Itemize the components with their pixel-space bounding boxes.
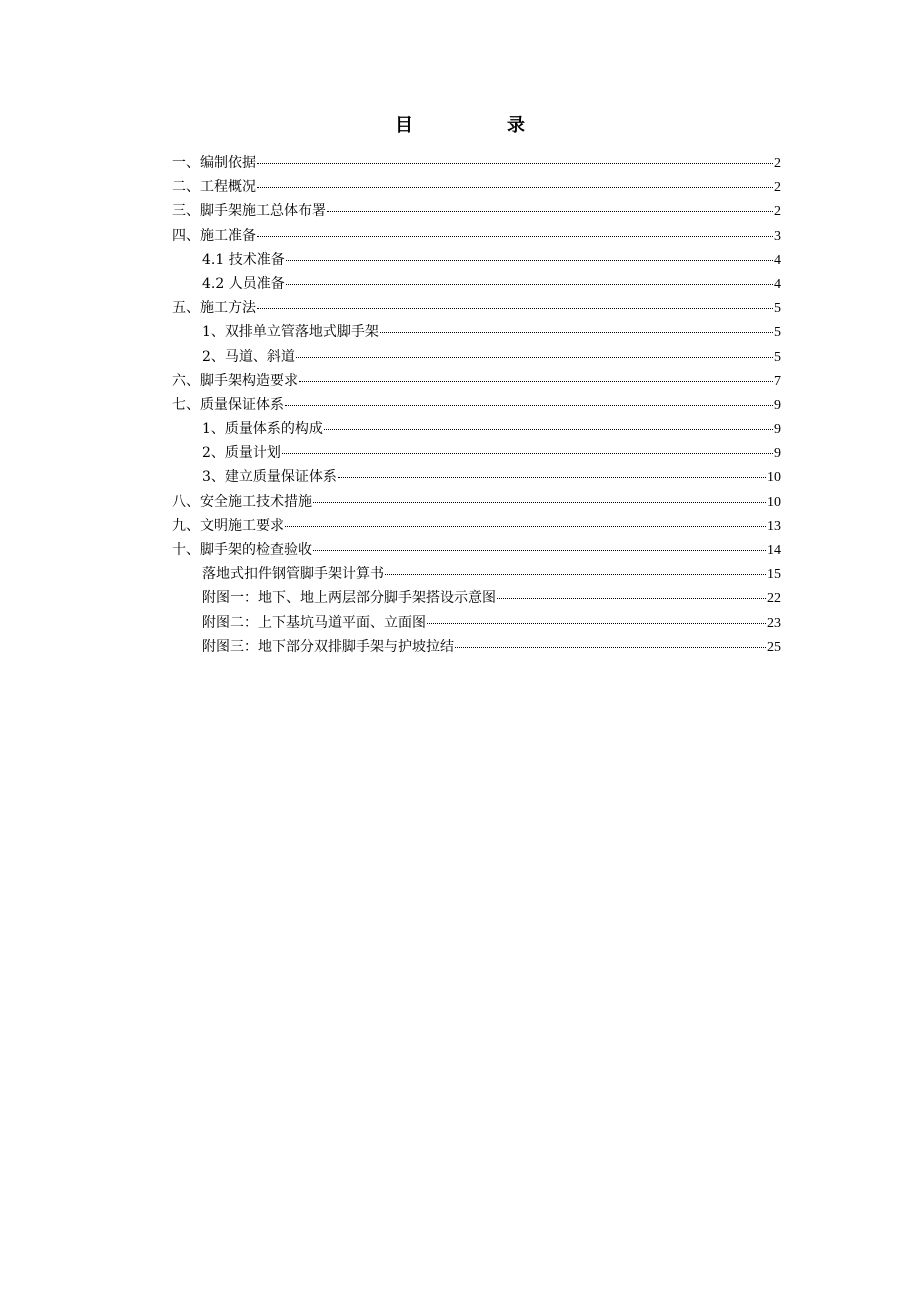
toc-entry[interactable] — [172, 611, 781, 635]
toc-entry-page-number: 13 — [767, 518, 781, 534]
toc-entry[interactable] — [172, 538, 781, 562]
toc-entry-page-number: 3 — [774, 228, 781, 244]
toc-dot-leader — [497, 598, 766, 599]
toc-dot-leader — [257, 163, 773, 164]
toc-dot-leader — [385, 574, 766, 575]
toc-entry-page-number: 25 — [767, 639, 781, 655]
toc-entry-page-number: 7 — [774, 373, 781, 389]
toc-entry-label: 四、施工准备 — [172, 227, 256, 244]
toc-dot-leader — [313, 502, 766, 503]
toc-entry-label: 附图一：地下、地上两层部分脚手架搭设示意图 — [202, 590, 496, 607]
toc-dot-leader — [285, 526, 766, 527]
toc-entry[interactable] — [172, 224, 781, 248]
toc-entry-label: 2、马道、斜道 — [202, 348, 295, 365]
toc-entry[interactable] — [172, 175, 781, 199]
toc-entry-label: 附图二：上下基坑马道平面、立面图 — [202, 614, 426, 631]
toc-dot-leader — [286, 260, 773, 261]
toc-entry-label: 1、双排单立管落地式脚手架 — [202, 324, 379, 341]
toc-dot-leader — [455, 647, 766, 648]
toc-dot-leader — [324, 429, 773, 430]
toc-entry-label: 一、编制依据 — [172, 155, 256, 171]
toc-entry-page-number: 14 — [767, 543, 781, 558]
toc-entry-label: 1、质量体系的构成 — [202, 421, 323, 438]
toc-entry-page-number: 15 — [767, 567, 781, 583]
toc-dot-leader — [282, 453, 773, 454]
toc-entry-label: 十、脚手架的检查验收 — [172, 542, 312, 558]
toc-entry-page-number: 2 — [774, 204, 781, 220]
toc-entry[interactable] — [172, 320, 781, 344]
toc-dot-leader — [338, 477, 766, 478]
toc-entry-page-number: 10 — [767, 494, 781, 510]
toc-entry-page-number: 5 — [774, 301, 781, 317]
toc-entry-page-number: 2 — [774, 180, 781, 196]
toc-entry[interactable] — [172, 369, 781, 393]
toc-entry-label: 附图三：地下部分双排脚手架与护坡拉结 — [202, 638, 454, 655]
toc-dot-leader — [313, 550, 766, 551]
toc-dot-leader — [257, 308, 773, 309]
toc-entry-page-number: 5 — [774, 349, 781, 365]
toc-dot-leader — [299, 381, 773, 382]
toc-entry[interactable] — [172, 562, 781, 586]
toc-entry[interactable] — [172, 296, 781, 320]
toc-dot-leader — [380, 332, 773, 333]
toc-entry-label: 2、质量计划 — [202, 445, 281, 462]
toc-entry[interactable] — [172, 465, 781, 489]
toc-entry-label: 4.1 技术准备 — [202, 251, 285, 268]
toc-entry-label: 二、工程概况 — [172, 179, 256, 196]
toc-entry[interactable] — [172, 151, 781, 175]
toc-entry-label: 八、安全施工技术措施 — [172, 493, 312, 510]
toc-entry[interactable] — [172, 441, 781, 465]
toc-entry-page-number: 9 — [774, 446, 781, 462]
toc-dot-leader — [257, 187, 773, 188]
toc-dot-leader — [327, 211, 773, 212]
toc-entry-label: 六、脚手架构造要求 — [172, 372, 298, 389]
toc-entry-label: 4.2 人员准备 — [202, 275, 285, 292]
toc-entry-label: 七、质量保证体系 — [172, 396, 284, 413]
toc-entry[interactable] — [172, 586, 781, 610]
toc-entry-page-number: 22 — [767, 591, 781, 607]
toc-entry-page-number: 2 — [774, 156, 781, 171]
toc-entry-page-number: 4 — [774, 276, 781, 292]
toc-entry[interactable] — [172, 345, 781, 369]
toc-dot-leader — [286, 284, 773, 285]
toc-entry[interactable] — [172, 490, 781, 514]
toc-entry-label: 九、文明施工要求 — [172, 517, 284, 534]
toc-entry[interactable] — [172, 417, 781, 441]
toc-entry-page-number: 10 — [767, 470, 781, 486]
toc-entry[interactable] — [172, 393, 781, 417]
toc-entry-page-number: 4 — [774, 252, 781, 268]
toc-entry-page-number: 9 — [774, 397, 781, 413]
toc-dot-leader — [257, 236, 773, 237]
toc-entry-page-number: 9 — [774, 422, 781, 438]
toc-entry-label: 落地式扣件钢管脚手架计算书 — [202, 566, 384, 583]
toc-entry[interactable] — [172, 199, 781, 223]
toc-list — [172, 151, 781, 659]
toc-entry-page-number: 5 — [774, 325, 781, 341]
toc-title: 目 录 — [395, 115, 563, 136]
toc-dot-leader — [296, 357, 773, 358]
toc-entry[interactable] — [172, 635, 781, 659]
toc-entry[interactable] — [172, 272, 781, 296]
toc-entry[interactable] — [172, 514, 781, 538]
toc-dot-leader — [285, 405, 773, 406]
toc-dot-leader — [427, 623, 766, 624]
toc-entry-label: 3、建立质量保证体系 — [202, 469, 337, 486]
toc-entry[interactable] — [172, 248, 781, 272]
toc-entry-label: 三、脚手架施工总体布署 — [172, 203, 326, 220]
toc-entry-label: 五、施工方法 — [172, 300, 256, 317]
toc-entry-page-number: 23 — [767, 615, 781, 631]
